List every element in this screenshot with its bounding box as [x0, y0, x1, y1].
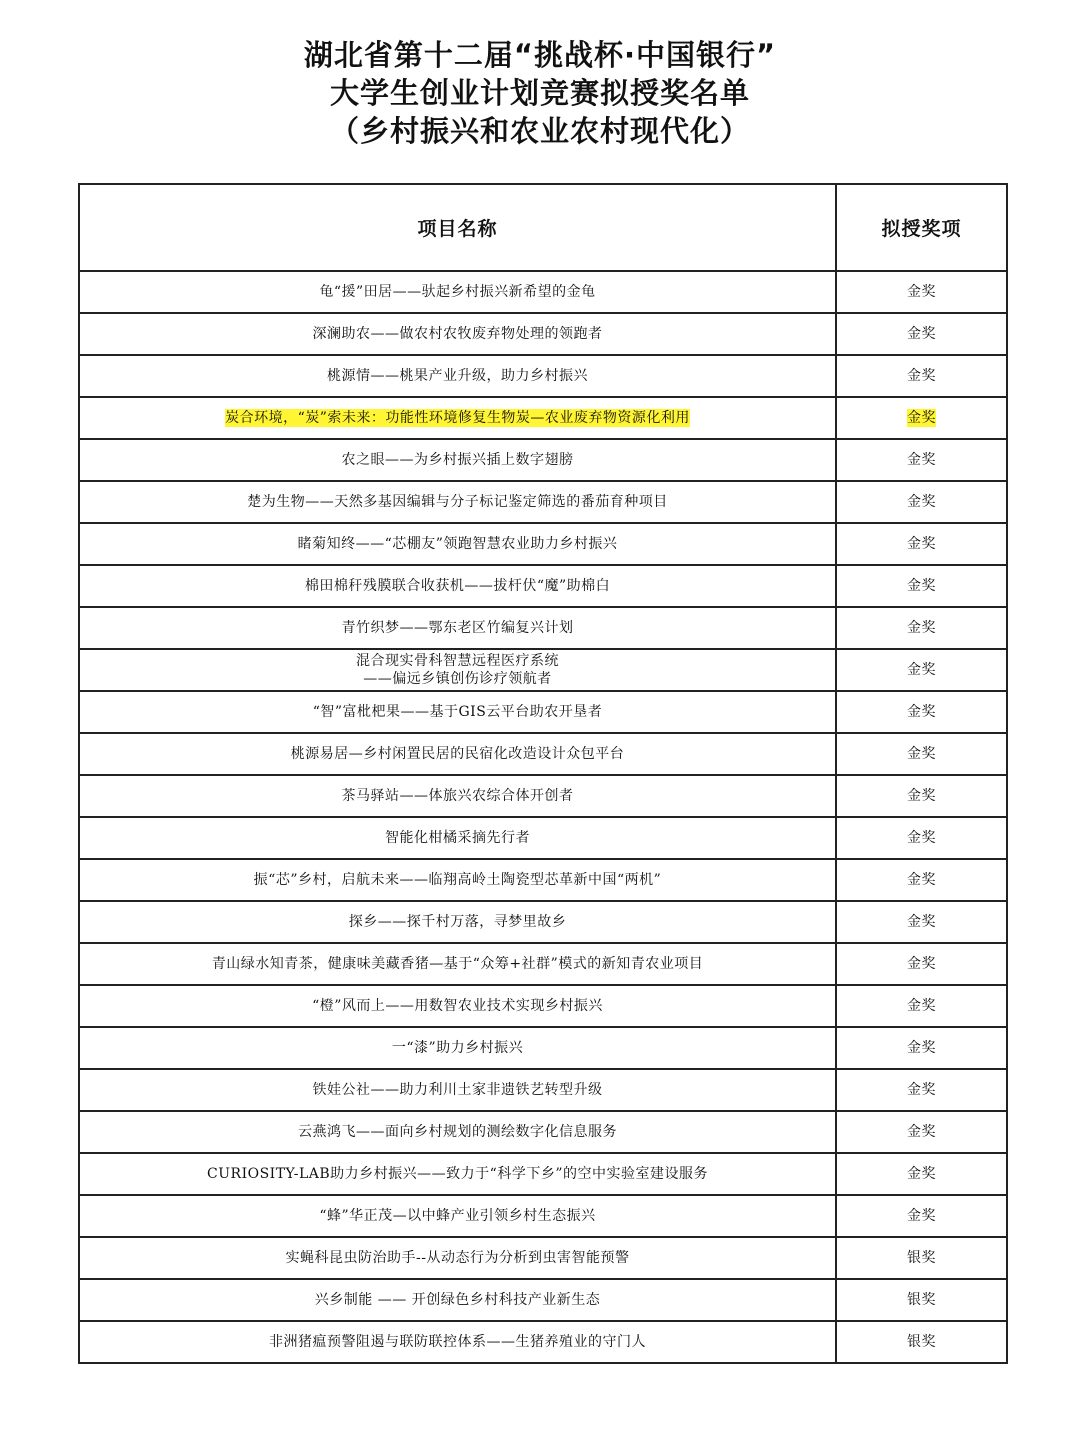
project-name: 振“芯”乡村，启航未来——临翔高岭土陶瓷型芯革新中国“两机” [253, 872, 662, 888]
table-row [79, 733, 1007, 775]
project-name-cell [79, 523, 836, 565]
award-level: 金奖 [907, 998, 936, 1014]
award-level: 金奖 [907, 914, 936, 930]
project-name-cell [79, 313, 836, 355]
project-name: 兴乡制能 —— 开创绿色乡村科技产业新生态 [314, 1292, 601, 1308]
table-row [79, 649, 1007, 691]
award-level: 金奖 [907, 578, 936, 594]
award-level: 银奖 [907, 1250, 936, 1266]
table-row [79, 691, 1007, 733]
award-cell [836, 901, 1007, 943]
award-cell [836, 817, 1007, 859]
table-row [79, 565, 1007, 607]
project-name: 铁娃公社——助力利川土家非遗铁艺转型升级 [312, 1082, 603, 1098]
project-name: “蜂”华正茂—以中蜂产业引领乡村生态振兴 [319, 1208, 596, 1224]
project-name: 一“漆”助力乡村振兴 [391, 1040, 524, 1056]
award-level: 金奖 [907, 536, 936, 552]
project-name: 深澜助农——做农村农牧废弃物处理的领跑者 [312, 326, 603, 342]
award-level: 金奖 [907, 410, 936, 426]
project-name: 青山绿水知青茶，健康味美藏香猪—基于“众筹+社群”模式的新知青农业项目 [211, 956, 704, 972]
header-award: 拟授奖项 [836, 184, 1007, 271]
award-level: 金奖 [907, 872, 936, 888]
award-cell [836, 1237, 1007, 1279]
title-line-1: 湖北省第十二届“挑战杯·中国银行” [303, 38, 777, 72]
project-name: 农之眼——为乡村振兴插上数字翅膀 [341, 452, 574, 468]
award-level: 金奖 [907, 1124, 936, 1140]
award-level: 金奖 [907, 788, 936, 804]
award-cell [836, 355, 1007, 397]
award-level: 金奖 [907, 1208, 936, 1224]
project-name-cell [79, 1069, 836, 1111]
award-level: 金奖 [907, 956, 936, 972]
project-name-cell [79, 607, 836, 649]
table-row [79, 817, 1007, 859]
award-level: 银奖 [907, 1292, 936, 1308]
project-name-cell [79, 355, 836, 397]
header-project-name: 项目名称 [79, 184, 836, 271]
award-cell [836, 523, 1007, 565]
project-name: “智”富枇杷果——基于GIS云平台助农开垦者 [312, 704, 603, 720]
table-row [79, 1279, 1007, 1321]
table-row [79, 901, 1007, 943]
award-level: 金奖 [907, 746, 936, 762]
project-name: 非洲猪瘟预警阻遏与联防联控体系——生猪养殖业的守门人 [269, 1334, 646, 1350]
project-name: 桃源情——桃果产业升级，助力乡村振兴 [327, 368, 588, 384]
table-row [79, 355, 1007, 397]
project-name-cell [79, 691, 836, 733]
table-row [79, 859, 1007, 901]
project-name: “橙”风而上——用数智农业技术实现乡村振兴 [312, 998, 603, 1014]
project-name-cell [79, 1195, 836, 1237]
award-cell [836, 1027, 1007, 1069]
table-row [79, 985, 1007, 1027]
table-row [79, 523, 1007, 565]
project-name-cell [79, 817, 836, 859]
project-name: 实蝇科昆虫防治助手--从动态行为分析到虫害智能预警 [285, 1250, 630, 1266]
project-name: 探乡——探千村万落，寻梦里故乡 [348, 914, 567, 930]
award-cell [836, 943, 1007, 985]
project-name-cell [79, 1111, 836, 1153]
project-name: 棉田棉秆残膜联合收获机——拔杆伏“魔”助棉白 [304, 578, 611, 594]
document-title [0, 36, 1080, 150]
award-level: 金奖 [907, 284, 936, 300]
table-row [79, 943, 1007, 985]
project-name: 混合现实骨科智慧远程医疗系统 [356, 653, 559, 669]
award-cell [836, 985, 1007, 1027]
award-level: 金奖 [907, 704, 936, 720]
project-name: 睹菊知终——“芯棚友”领跑智慧农业助力乡村振兴 [297, 536, 618, 552]
project-name: 桃源易居—乡村闲置民居的民宿化改造设计众包平台 [290, 746, 625, 762]
project-name-cell [79, 943, 836, 985]
table-row [79, 481, 1007, 523]
project-name-cell [79, 1321, 836, 1363]
project-name-cell [79, 397, 836, 439]
award-cell [836, 313, 1007, 355]
award-cell [836, 1153, 1007, 1195]
award-level: 金奖 [907, 1040, 936, 1056]
award-cell [836, 1111, 1007, 1153]
award-cell [836, 859, 1007, 901]
project-name: 龟“援”田居——驮起乡村振兴新希望的金龟 [319, 284, 596, 300]
award-level: 金奖 [907, 1166, 936, 1182]
table-row [79, 775, 1007, 817]
project-name: 云燕鸿飞——面向乡村规划的测绘数字化信息服务 [298, 1124, 617, 1140]
award-cell [836, 1195, 1007, 1237]
award-level: 金奖 [907, 662, 936, 678]
award-cell [836, 733, 1007, 775]
award-cell [836, 481, 1007, 523]
project-name-cell [79, 481, 836, 523]
award-cell [836, 1279, 1007, 1321]
award-level: 金奖 [907, 830, 936, 846]
award-cell [836, 271, 1007, 313]
project-name: 茶马驿站——体旅兴农综合体开创者 [341, 788, 574, 804]
award-table [78, 183, 1008, 1364]
title-line-3: （乡村振兴和农业农村现代化） [329, 114, 750, 148]
table-row [79, 271, 1007, 313]
award-level: 金奖 [907, 1082, 936, 1098]
project-name-cell [79, 775, 836, 817]
project-name-cell [79, 901, 836, 943]
project-name-cell [79, 649, 836, 691]
project-name-cell [79, 859, 836, 901]
project-name-cell [79, 1027, 836, 1069]
award-cell [836, 649, 1007, 691]
project-name-cell [79, 1237, 836, 1279]
table-row [79, 439, 1007, 481]
table-row [79, 1321, 1007, 1363]
project-name-cell [79, 565, 836, 607]
project-name-cell [79, 271, 836, 313]
table-row [79, 1069, 1007, 1111]
project-name-cell [79, 1279, 836, 1321]
award-cell [836, 439, 1007, 481]
award-cell [836, 775, 1007, 817]
table-row [79, 1027, 1007, 1069]
award-cell [836, 1321, 1007, 1363]
award-level: 金奖 [907, 368, 936, 384]
project-name: CURIOSITY-LAB助力乡村振兴——致力于“科学下乡”的空中实验室建设服务 [207, 1166, 708, 1182]
award-cell [836, 397, 1007, 439]
award-cell [836, 1069, 1007, 1111]
award-cell [836, 607, 1007, 649]
project-name: 炭合环境，“炭”索未来：功能性环境修复生物炭—农业废弃物资源化利用 [225, 410, 690, 426]
award-cell [836, 691, 1007, 733]
award-level: 金奖 [907, 620, 936, 636]
award-level: 金奖 [907, 494, 936, 510]
table-header-row [79, 184, 1007, 271]
title-line-2: 大学生创业计划竞赛拟授奖名单 [329, 76, 750, 110]
project-name-cell [79, 985, 836, 1027]
award-cell [836, 565, 1007, 607]
table-row [79, 1153, 1007, 1195]
project-name-cell [79, 1153, 836, 1195]
table-row [79, 1237, 1007, 1279]
table-row [79, 1111, 1007, 1153]
table-row [79, 607, 1007, 649]
project-name-continued: ——偏远乡镇创伤诊疗领航者 [363, 671, 552, 687]
award-level: 银奖 [907, 1334, 936, 1350]
table-row [79, 397, 1007, 439]
project-name: 智能化柑橘采摘先行者 [385, 830, 530, 846]
project-name: 青竹织梦——鄂东老区竹编复兴计划 [341, 620, 574, 636]
project-name-cell [79, 439, 836, 481]
project-name: 楚为生物——天然多基因编辑与分子标记鉴定筛选的番茄育种项目 [247, 494, 668, 510]
table-row [79, 313, 1007, 355]
award-level: 金奖 [907, 452, 936, 468]
table-row [79, 1195, 1007, 1237]
award-level: 金奖 [907, 326, 936, 342]
project-name-cell [79, 733, 836, 775]
